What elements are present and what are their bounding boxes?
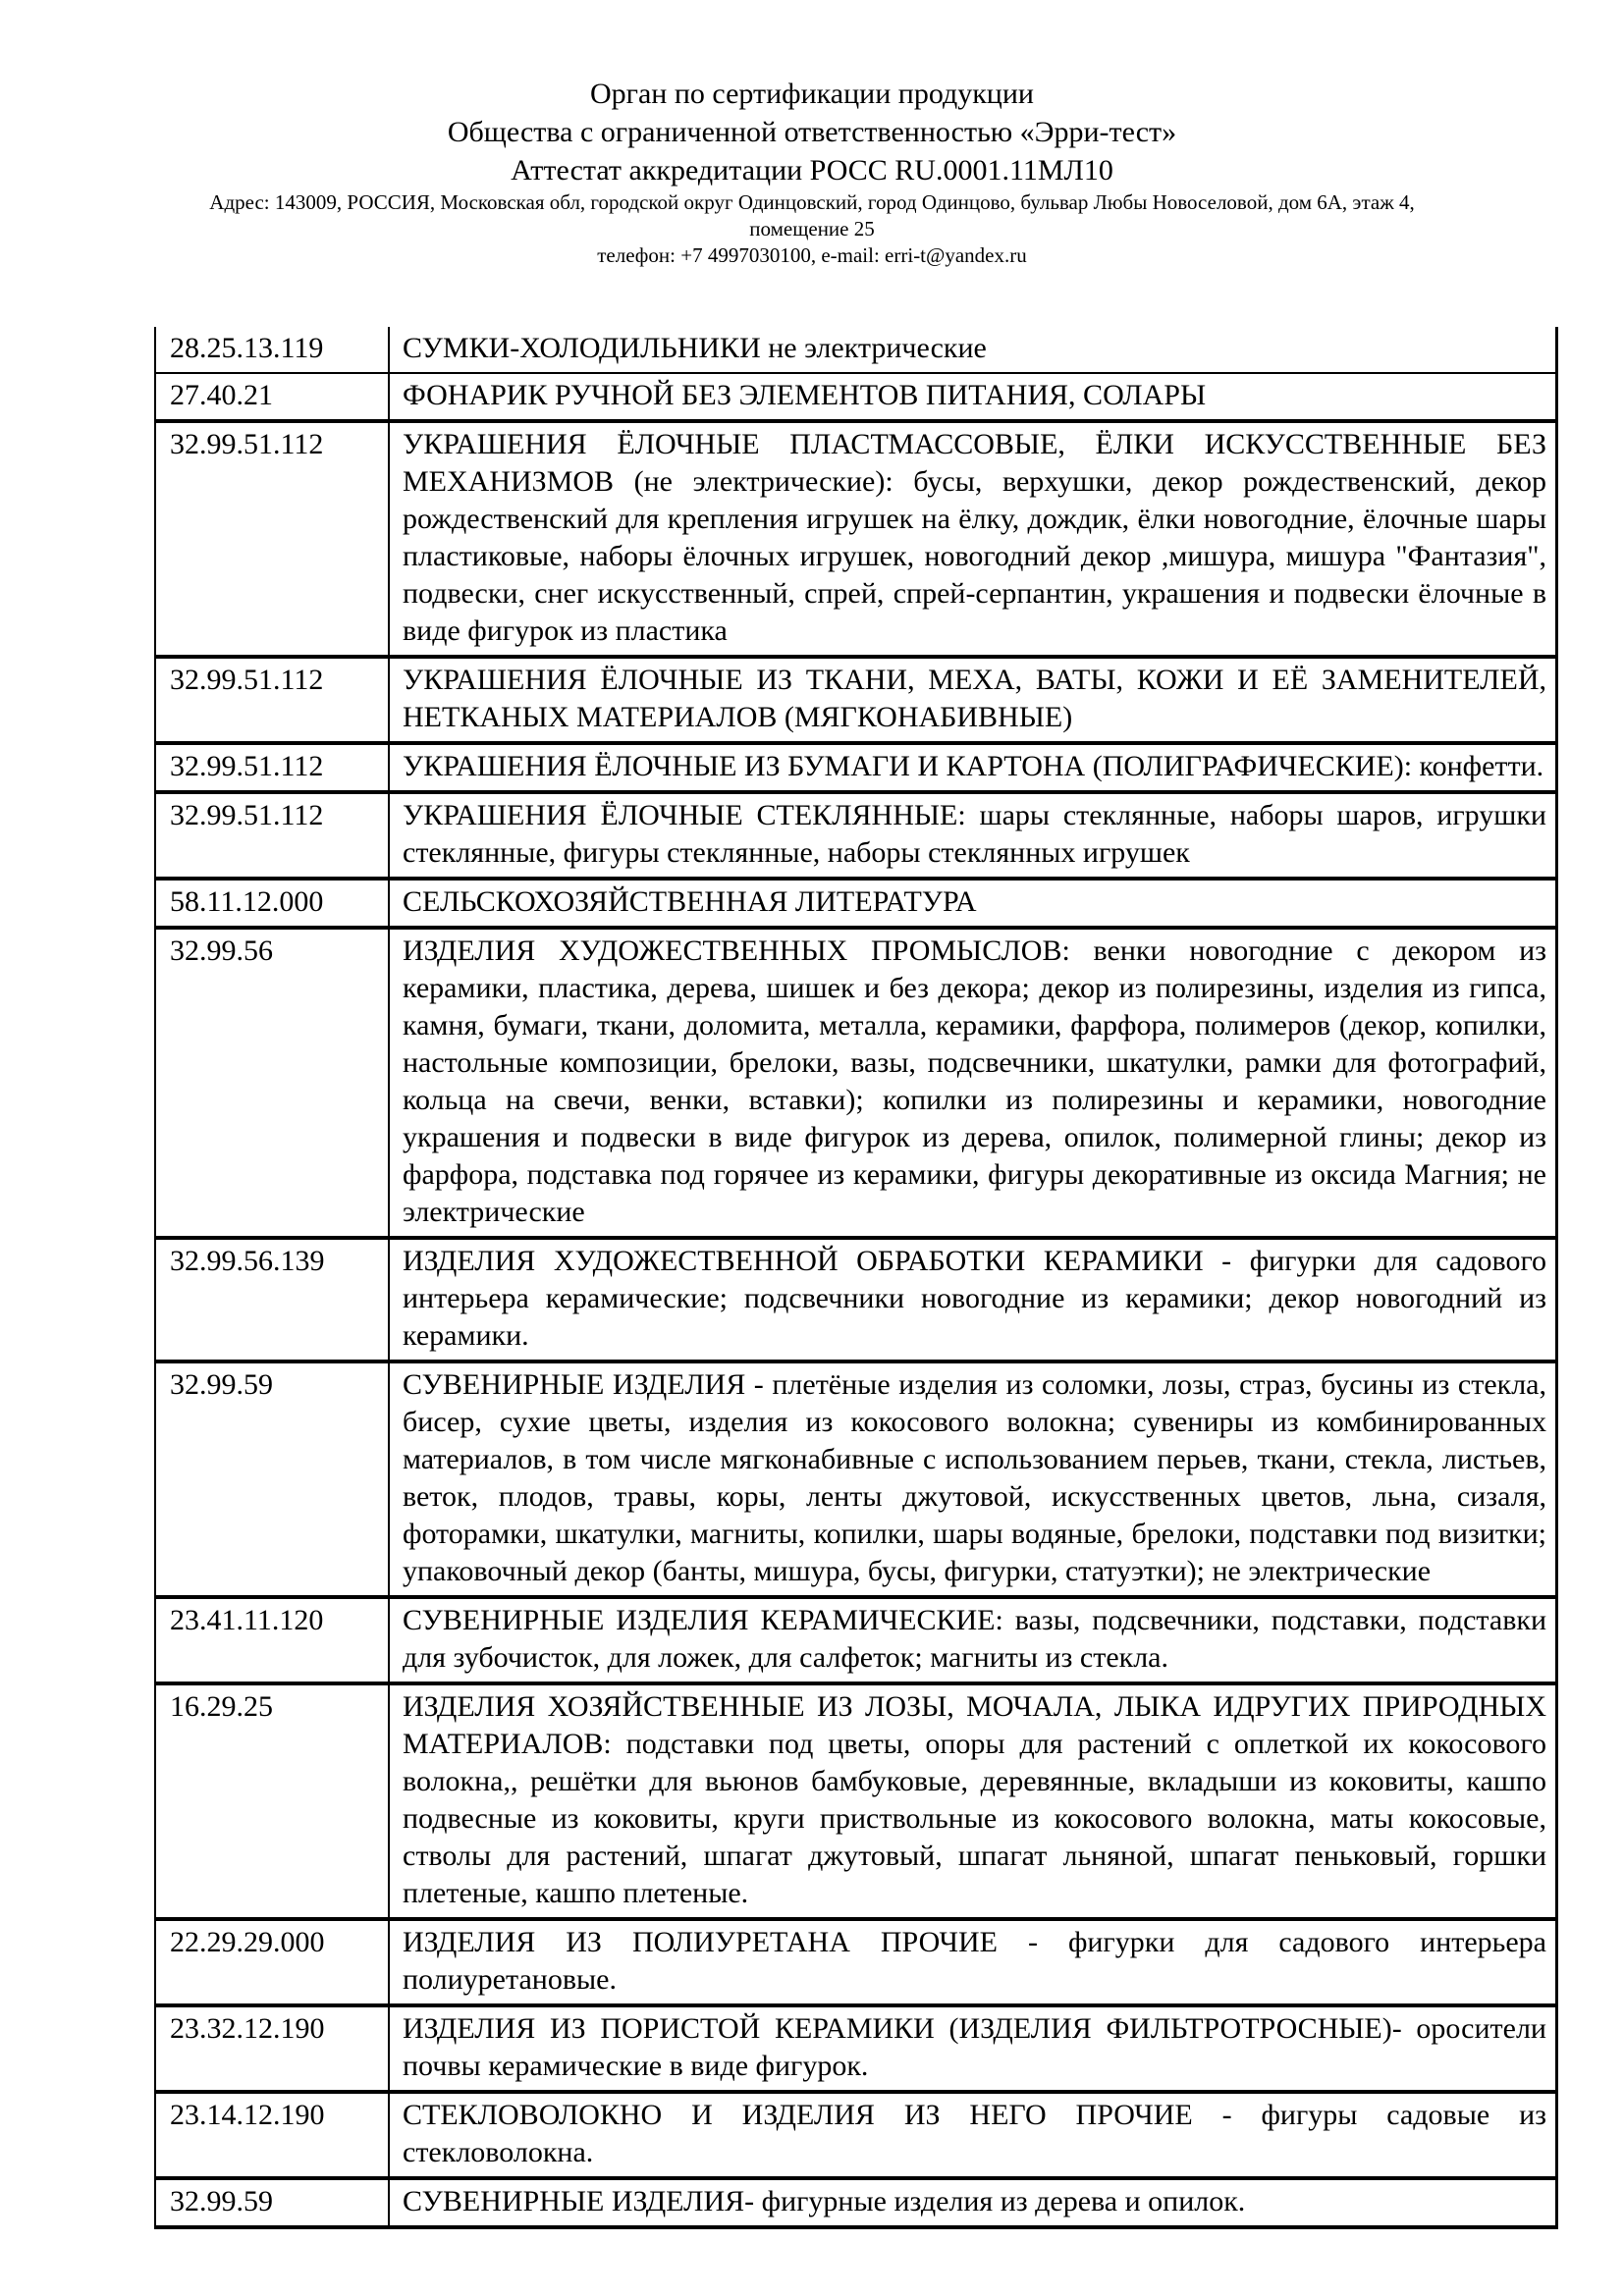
product-code-cell: 23.41.11.120 <box>155 1597 389 1683</box>
product-codes-table <box>154 327 1558 2229</box>
product-code-cell: 32.99.51.112 <box>155 792 389 879</box>
header-contact-line: телефон: +7 4997030100, e-mail: erri-t@yandex.ru <box>597 243 1027 267</box>
table-row <box>155 2178 1557 2227</box>
product-description-cell: ИЗДЕЛИЯ ХОЗЯЙСТВЕННЫЕ ИЗ ЛОЗЫ, МОЧАЛА, ЛЫКА ИДРУГИХ ПРИРОДНЫХ МАТЕРИАЛОВ: подставки под цветы, опоры для растений с оплеткой их кокосового волокна,, решётки для вьюнов бамбуковые, деревянные, вкладыши из коковиты, кашпо подвесные из коковиты, круги приствольные из кокосового волокна, маты кокосовые, стволы для растений, шпагат джутовый, шпагат льняной, шпагат пеньковый, горшки плетеные, кашпо плетеные. <box>389 1683 1557 1919</box>
product-code-cell: 32.99.59 <box>155 2178 389 2227</box>
product-code-cell: 28.25.13.119 <box>155 327 389 373</box>
header-address-line-2: помещение 25 <box>749 217 875 240</box>
table-row <box>155 1919 1557 2005</box>
table-row <box>155 2005 1557 2092</box>
table-row <box>155 792 1557 879</box>
product-code-cell: 22.29.29.000 <box>155 1919 389 2005</box>
product-code-cell: 23.14.12.190 <box>155 2092 389 2178</box>
table-row <box>155 928 1557 1238</box>
table-row <box>155 657 1557 743</box>
header-org-name: Общества с ограниченной ответственностью «Эрри-тест» <box>447 116 1177 148</box>
document-header <box>0 75 1624 269</box>
product-description-cell: СУВЕНИРНЫЕ ИЗДЕЛИЯ - плетёные изделия из соломки, лозы, страз, бусины из стекла, бисер, сухие цветы, изделия из кокосового волокна; сувениры из комбинированных материалов, в том числе мягконабивные с использованием перьев, ткани, стекла, листьев, веток, плодов, травы, коры, ленты джутовой, искусственных цветов, льна, сизаля, фоторамки, шкатулки, магниты, копилки, шары водяные, брелоки, подставки под визитки; упаковочный декор (банты, мишура, бусы, фигурки, статуэтки); не электрические <box>389 1362 1557 1597</box>
product-code-cell: 32.99.51.112 <box>155 421 389 657</box>
header-address-line-1: Адрес: 143009, РОССИЯ, Московская обл, городской округ Одинцовский, город Одинцово, бульвар Любы Новоселовой, дом 6А, этаж 4, <box>209 190 1415 214</box>
header-org-type: Орган по сертификации продукции <box>590 78 1034 110</box>
product-description-cell: ИЗДЕЛИЯ ИЗ ПОЛИУРЕТАНА ПРОЧИЕ - фигурки для садового интерьера полиуретановые. <box>389 1919 1557 2005</box>
product-description-cell: ИЗДЕЛИЯ ИЗ ПОРИСТОЙ КЕРАМИКИ (ИЗДЕЛИЯ ФИЛЬТРОТРОСНЫЕ)- оросители почвы керамические в виде фигурок. <box>389 2005 1557 2092</box>
product-code-cell: 32.99.56.139 <box>155 1238 389 1362</box>
product-code-cell: 32.99.51.112 <box>155 743 389 792</box>
product-code-cell: 32.99.51.112 <box>155 657 389 743</box>
product-description-cell: СУВЕНИРНЫЕ ИЗДЕЛИЯ КЕРАМИЧЕСКИЕ: вазы, подсвечники, подставки, подставки для зубочисток, для ложек, для салфеток; магниты из стекла. <box>389 1597 1557 1683</box>
table-row <box>155 743 1557 792</box>
product-description-cell: УКРАШЕНИЯ ЁЛОЧНЫЕ ПЛАСТМАССОВЫЕ, ЁЛКИ ИСКУССТВЕННЫЕ БЕЗ МЕХАНИЗМОВ (не электрические): бусы, верхушки, декор рождественский, декор рождественский для крепления игрушек на ёлку, дождик, ёлки новогодние, ёлочные шары пластиковые, наборы ёлочных игрушек, новогодний декор ,мишура, мишура "Фантазия", подвески, снег искусственный, спрей, спрей-серпантин, украшения и подвески ёлочные в виде фигурок из пластика <box>389 421 1557 657</box>
product-code-cell: 58.11.12.000 <box>155 879 389 928</box>
product-description-cell: ИЗДЕЛИЯ ХУДОЖЕСТВЕННОЙ ОБРАБОТКИ КЕРАМИКИ - фигурки для садового интерьера керамические; подсвечники новогодние из керамики; декор новогодний из керамики. <box>389 1238 1557 1362</box>
product-description-cell: СТЕКЛОВОЛОКНО И ИЗДЕЛИЯ ИЗ НЕГО ПРОЧИЕ - фигуры садовые из стекловолокна. <box>389 2092 1557 2178</box>
table-row <box>155 879 1557 928</box>
table-row <box>155 421 1557 657</box>
product-codes-table-body <box>155 327 1557 2227</box>
product-code-cell: 27.40.21 <box>155 373 389 421</box>
product-code-cell: 23.32.12.190 <box>155 2005 389 2092</box>
product-description-cell: СУВЕНИРНЫЕ ИЗДЕЛИЯ- фигурные изделия из дерева и опилок. <box>389 2178 1557 2227</box>
table-row <box>155 1238 1557 1362</box>
product-description-cell: СЕЛЬСКОХОЗЯЙСТВЕННАЯ ЛИТЕРАТУРА <box>389 879 1557 928</box>
product-description-cell: УКРАШЕНИЯ ЁЛОЧНЫЕ ИЗ ТКАНИ, МЕХА, ВАТЫ, КОЖИ И ЕЁ ЗАМЕНИТЕЛЕЙ, НЕТКАНЫХ МАТЕРИАЛОВ (МЯГКОНАБИВНЫЕ) <box>389 657 1557 743</box>
table-row <box>155 373 1557 421</box>
table-row <box>155 1683 1557 1919</box>
table-row <box>155 327 1557 373</box>
product-description-cell: ФОНАРИК РУЧНОЙ БЕЗ ЭЛЕМЕНТОВ ПИТАНИЯ, СОЛАРЫ <box>389 373 1557 421</box>
product-description-cell: УКРАШЕНИЯ ЁЛОЧНЫЕ СТЕКЛЯННЫЕ: шары стеклянные, наборы шаров, игрушки стеклянные, фигуры стеклянные, наборы стеклянных игрушек <box>389 792 1557 879</box>
table-row <box>155 2092 1557 2178</box>
product-code-cell: 32.99.59 <box>155 1362 389 1597</box>
table-row <box>155 1597 1557 1683</box>
header-accreditation-number: Аттестат аккредитации РОСС RU.0001.11МЛ10 <box>511 154 1113 187</box>
table-row <box>155 1362 1557 1597</box>
product-description-cell: СУМКИ-ХОЛОДИЛЬНИКИ не электрические <box>389 327 1557 373</box>
product-description-cell: УКРАШЕНИЯ ЁЛОЧНЫЕ ИЗ БУМАГИ И КАРТОНА (ПОЛИГРАФИЧЕСКИЕ): конфетти. <box>389 743 1557 792</box>
product-description-cell: ИЗДЕЛИЯ ХУДОЖЕСТВЕННЫХ ПРОМЫСЛОВ: венки новогодние с декором из керамики, пластика, дерева, шишек и без декора; декор из полирезины, изделия из гипса, камня, бумаги, ткани, доломита, металла, керамики, фарфора, полимеров (декор, копилки, настольные композиции, брелоки, вазы, подсвечники, шкатулки, рамки для фотографий, кольца на свечи, венки, вставки); копилки из полирезины и керамики, новогодние украшения и подвески в виде фигурок из дерева, опилок, полимерной глины; декор из фарфора, подставка под горячее из керамики, фигуры декоративные из оксида Магния; не электрические <box>389 928 1557 1238</box>
product-code-cell: 32.99.56 <box>155 928 389 1238</box>
product-code-cell: 16.29.25 <box>155 1683 389 1919</box>
